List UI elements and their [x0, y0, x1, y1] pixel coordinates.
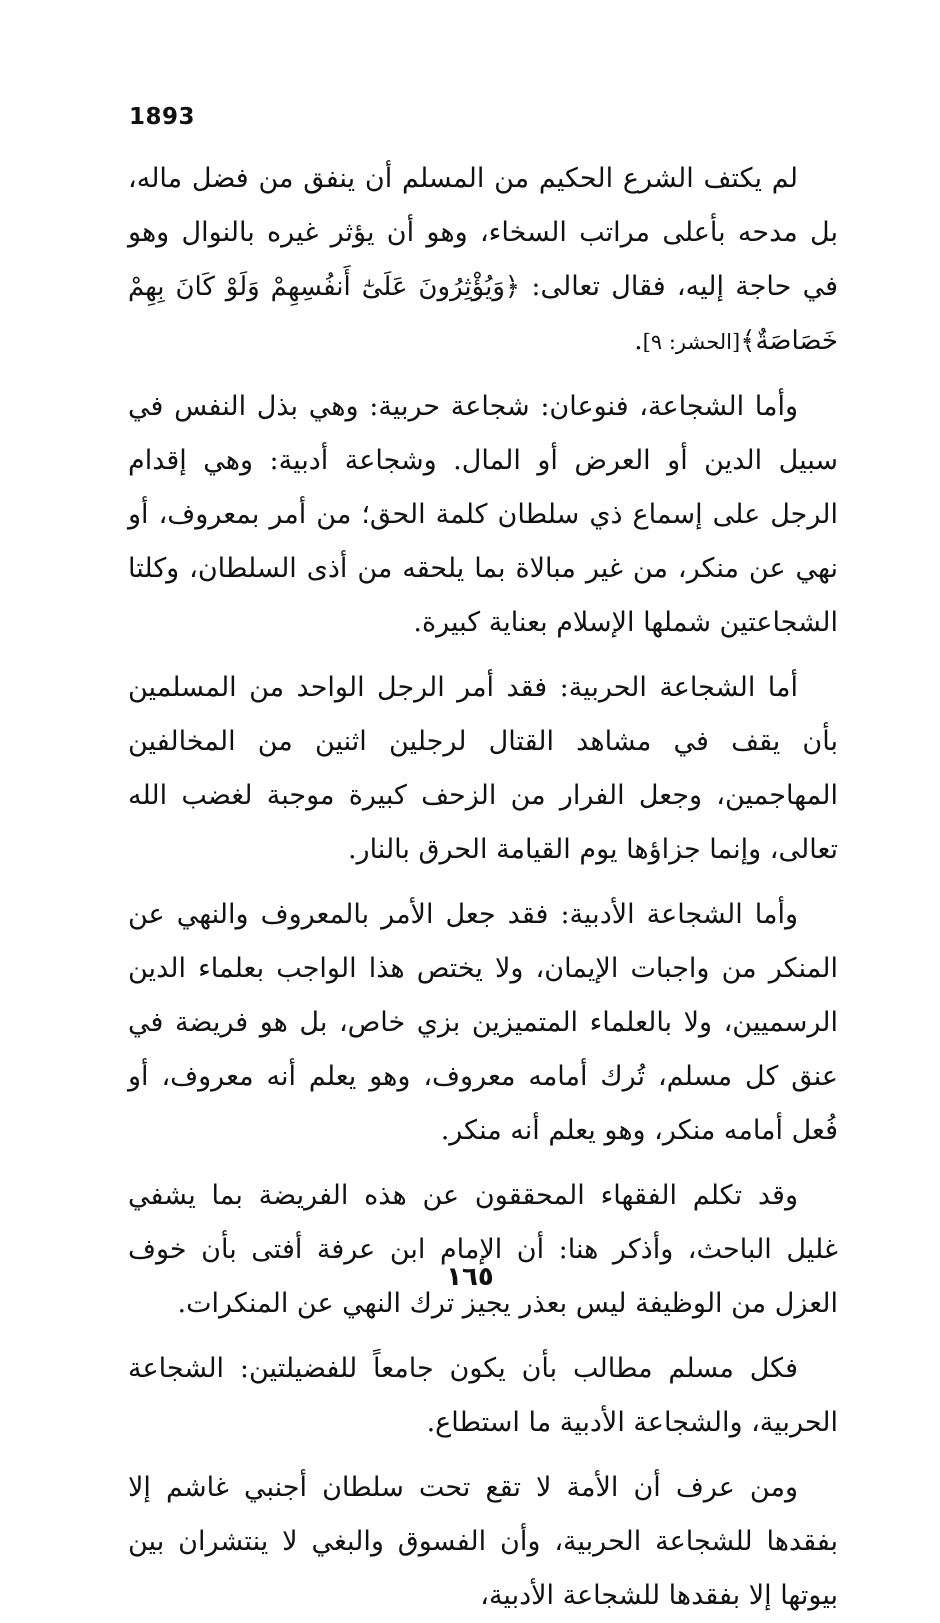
verse-citation: [الحشر: ٩] — [642, 330, 741, 354]
page-number-top: 1893 — [129, 104, 196, 130]
paragraph-5: وقد تكلم الفقهاء المحققون عن هذه الفريضة بما يشفي غليل الباحث، وأذكر هنا: أن الإمام ابن عرفة أفتى بأن خوف العزل من الوظيفة ليس بعذر يجيز ترك النهي عن المنكرات. — [128, 1180, 838, 1319]
quran-verse: ﴿وَيُؤْثِرُونَ عَلَىٰٓ أَنفُسِهِمْ وَلَوْ كَانَ بِهِمْ خَصَاصَةٌ﴾ — [128, 272, 838, 356]
paragraph-1 — [128, 152, 838, 369]
page-body — [128, 152, 838, 1623]
paragraph-3: أما الشجاعة الحربية: فقد أمر الرجل الواحد من المسلمين بأن يقف في مشاهد القتال لرجلين اثنين من المخالفين المهاجمين، وجعل الفرار من الزحف كبيرة موجبة لغضب الله تعالى، وإنما جزاؤها يوم القيامة الحرق بالنار. — [128, 672, 838, 865]
page-number-bottom: ١٦٥ — [446, 1262, 494, 1292]
paragraph-7: ومن عرف أن الأمة لا تقع تحت سلطان أجنبي غاشم إلا بفقدها للشجاعة الحربية، وأن الفسوق والبغي لا ينتشران بين بيوتها إلا بفقدها للشجاعة الأدبية، — [128, 1472, 838, 1611]
paragraph-1-end: . — [634, 325, 643, 356]
paragraph-6: فكل مسلم مطالب بأن يكون جامعاً للفضيلتين: الشجاعة الحربية، والشجاعة الأدبية ما استطاع. — [128, 1353, 838, 1438]
paragraph-1-text: لم يكتف الشرع الحكيم من المسلم أن ينفق من فضل ماله، بل مدحه بأعلى مراتب السخاء، وهو أن يؤثر غيره بالنوال وهو في حاجة إليه، فقال تعالى: — [128, 163, 838, 302]
paragraph-2: وأما الشجاعة، فنوعان: شجاعة حربية: وهي بذل النفس في سبيل الدين أو العرض أو المال. وشجاعة أدبية: وهي إقدام الرجل على إسماع ذي سلطان كلمة الحق؛ من أمر بمعروف، أو نهي عن منكر، من غير مبالاة بما يلحقه من أذى السلطان، وكلتا الشجاعتين شملها الإسلام بعناية كبيرة. — [128, 391, 838, 638]
paragraph-4: وأما الشجاعة الأدبية: فقد جعل الأمر بالمعروف والنهي عن المنكر من واجبات الإيمان، ولا يختص هذا الواجب بعلماء الدين الرسميين، ولا بالعلماء المتميزين بزي خاص، بل هو فريضة في عنق كل مسلم، تُرك أمامه معروف، وهو يعلم أنه معروف، أو فُعل أمامه منكر، وهو يعلم أنه منكر. — [128, 899, 838, 1146]
